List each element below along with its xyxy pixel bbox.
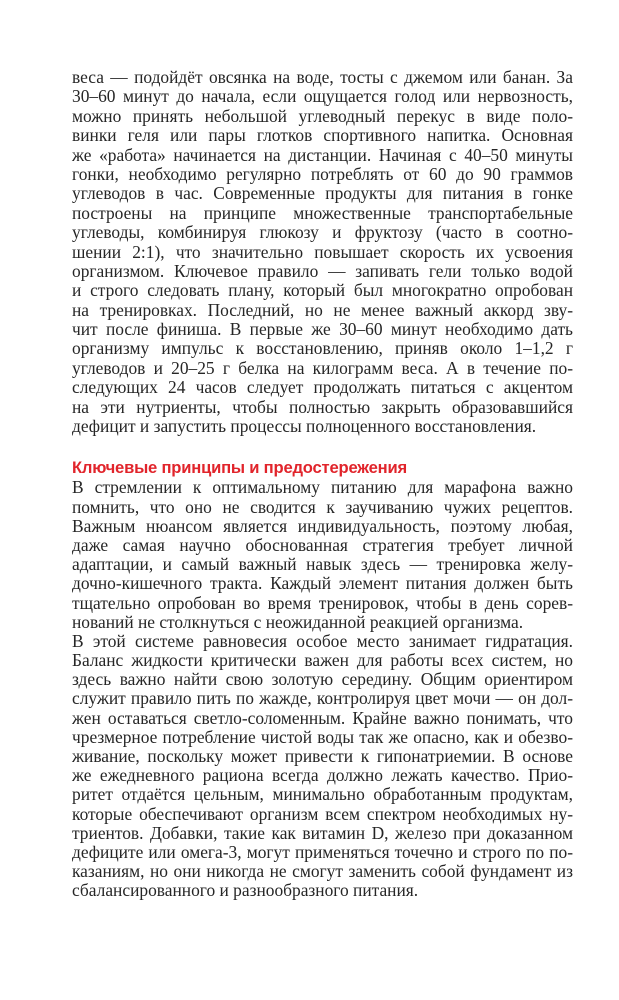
text-line: же ежедневного рациона всегда должно лежать качество. Прио- xyxy=(72,765,573,786)
text-line: казаниям, но они никогда не смогут заменить собой фундамент из xyxy=(72,861,573,882)
body-paragraph-key-principles xyxy=(72,478,573,900)
text-line: жен оставаться светло-соломенным. Крайне важно понимать, что xyxy=(72,707,573,728)
text-line: построены на принципе множественные транспортабельные xyxy=(72,202,573,223)
text-line: и строго следовать плану, который был многократно опробован xyxy=(72,280,573,301)
text-line: нований не столкнуться с неожиданной реакцией организма. xyxy=(72,611,524,632)
text-line: В этой системе равновесия особое место занимает гидратация. xyxy=(72,630,573,651)
document-page xyxy=(72,68,573,901)
text-line: углеводов и 20–25 г белка на килограмм веса. А в течение по- xyxy=(72,357,573,378)
text-line: углеводов в час. Современные продукты для питания в гонке xyxy=(72,183,573,204)
text-line: чрезмерное потребление чистой воды так же опасно, как и обезво- xyxy=(72,726,573,747)
text-line: помнить, что оно не сводится к заучиванию чужих рецептов. xyxy=(72,496,573,517)
text-line: адаптации, и самый важный навык здесь — тренировка желу- xyxy=(72,554,573,575)
text-line: В стремлении к оптимальному питанию для марафона важно xyxy=(72,477,573,498)
text-line: живание, поскольку может привести к гипонатриемии. В основе xyxy=(72,746,573,767)
text-line: на эти нутриенты, чтобы полностью закрыть образовавшийся xyxy=(72,396,573,417)
text-line: Баланс жидкости критически важен для работы всех систем, но xyxy=(72,650,573,671)
text-line: веса — подойдёт овсянка на воде, тосты с джемом или банан. За xyxy=(72,67,573,87)
text-line: ритет отдаётся цельным, минимально обработанным продуктам, xyxy=(72,784,573,805)
text-line: на тренировках. Последний, но не менее важный аккорд зву- xyxy=(72,299,573,320)
text-line: здесь важно найти свою золотую середину. Общим ориентиром xyxy=(72,669,573,690)
body-paragraph-nutrition-race xyxy=(72,68,573,436)
text-line: даже самая научно обоснованная стратегия требует личной xyxy=(72,534,573,555)
text-line: служит правило пить по жажде, контролируя цвет мочи — он дол- xyxy=(72,688,573,709)
text-line: же «работа» начинается на дистанции. Начиная с 40–50 минуты xyxy=(72,144,573,165)
text-line: шении 2:1), что значительно повышает скорость их усвоения xyxy=(72,241,573,262)
text-line: триентов. Добавки, такие как витамин D, железо при доказанном xyxy=(72,822,573,843)
text-line: сбалансированного и разнообразного питания. xyxy=(72,880,419,901)
text-line: дефиците или омега-3, могут применяться точечно и строго по по- xyxy=(72,841,573,862)
text-line: чит после финиша. В первые же 30–60 минут необходимо дать xyxy=(72,319,573,340)
text-line: следующих 24 часов следует продолжать питаться с акцентом xyxy=(72,377,573,398)
section-heading: Ключевые принципы и предостережения xyxy=(72,458,407,478)
text-line: 30–60 минут до начала, если ощущается голод или нервозность, xyxy=(72,86,573,107)
text-line: организмом. Ключевое правило — запивать гели только водой xyxy=(72,260,573,281)
text-line: организму импульс к восстановлению, приняв около 1–1,2 г xyxy=(72,338,573,359)
text-line: винки геля или пары глотков спортивного напитка. Основная xyxy=(72,125,573,146)
text-line: дочно-кишечного тракта. Каждый элемент питания должен быть xyxy=(72,573,573,594)
text-line: тщательно опробован во время тренировок, чтобы в день сорев- xyxy=(72,592,573,613)
text-line: гонки, необходимо регулярно потреблять от 60 до 90 граммов xyxy=(72,163,573,184)
text-line: можно принять небольшой углеводный перекус в виде поло- xyxy=(72,105,573,126)
text-line: углеводы, комбинируя глюкозу и фруктозу (часто в соотно- xyxy=(72,222,573,243)
text-line: Важным нюансом является индивидуальность, поэтому любая, xyxy=(72,515,573,536)
text-line: которые обеспечивают организм всем спектром необходимых ну- xyxy=(72,803,573,824)
text-line: дефицит и запустить процессы полноценного восстановления. xyxy=(72,416,537,437)
